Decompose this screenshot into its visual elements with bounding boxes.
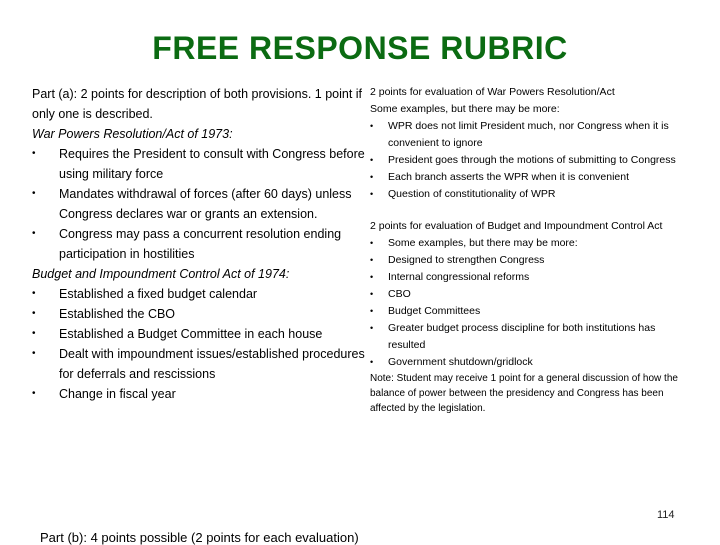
list-item: • Change in fiscal year — [32, 384, 367, 404]
part-b-heading: Part (b): 4 points possible (2 points for each evaluation) — [40, 530, 359, 545]
right-column — [370, 84, 690, 416]
list-item: • CBO — [370, 286, 690, 303]
budget-eval-list — [370, 235, 690, 371]
list-item: • President goes through the motions of submitting to Congress — [370, 152, 690, 169]
list-item: • Congress may pass a concurrent resolution ending participation in hostilities — [32, 224, 367, 264]
list-item: • Some examples, but there may be more: — [370, 235, 690, 252]
left-column — [32, 84, 367, 404]
wpr-eval-heading: 2 points for evaluation of War Powers Resolution/Act — [370, 86, 615, 98]
list-item: • Established the CBO — [32, 304, 367, 324]
page-number: 114 — [657, 509, 675, 521]
list-item: • Budget Committees — [370, 303, 690, 320]
budget-heading: Budget and Impoundment Control Act of 1974: — [32, 267, 290, 281]
wpr-eval-subheading: Some examples, but there may be more: — [370, 103, 560, 115]
list-item: • Mandates withdrawal of forces (after 60 days) unless Congress declares war or grants an extension. — [32, 184, 367, 224]
scoring-note: Note: Student may receive 1 point for a general discussion of how the balance of power between the presidency and Congress has been affected by the legislation. — [370, 373, 678, 414]
wpr-eval-list — [370, 118, 690, 203]
list-item: • Greater budget process discipline for both institutions has resulted — [370, 320, 690, 354]
list-item: • Requires the President to consult with Congress before using military force — [32, 144, 367, 184]
list-item: • Established a Budget Committee in each house — [32, 324, 367, 344]
page-title: FREE RESPONSE RUBRIC — [152, 30, 568, 66]
list-item: • Designed to strengthen Congress — [370, 252, 690, 269]
spacer — [370, 203, 690, 218]
list-item: • Dealt with impoundment issues/established procedures for deferrals and rescissions — [32, 344, 367, 384]
list-item: • Internal congressional reforms — [370, 269, 690, 286]
list-item: • Each branch asserts the WPR when it is convenient — [370, 169, 690, 186]
part-a-intro: Part (a): 2 points for description of both provisions. 1 point if only one is described. — [32, 87, 363, 121]
budget-eval-heading: 2 points for evaluation of Budget and Impoundment Control Act — [370, 220, 663, 232]
list-item: • Government shutdown/gridlock — [370, 354, 690, 371]
wpr-heading: War Powers Resolution/Act of 1973: — [32, 127, 233, 141]
wpr-list — [32, 144, 367, 264]
list-item: • WPR does not limit President much, nor Congress when it is convenient to ignore — [370, 118, 690, 152]
budget-list — [32, 284, 367, 404]
list-item: • Question of constitutionality of WPR — [370, 186, 690, 203]
list-item: • Established a fixed budget calendar — [32, 284, 367, 304]
